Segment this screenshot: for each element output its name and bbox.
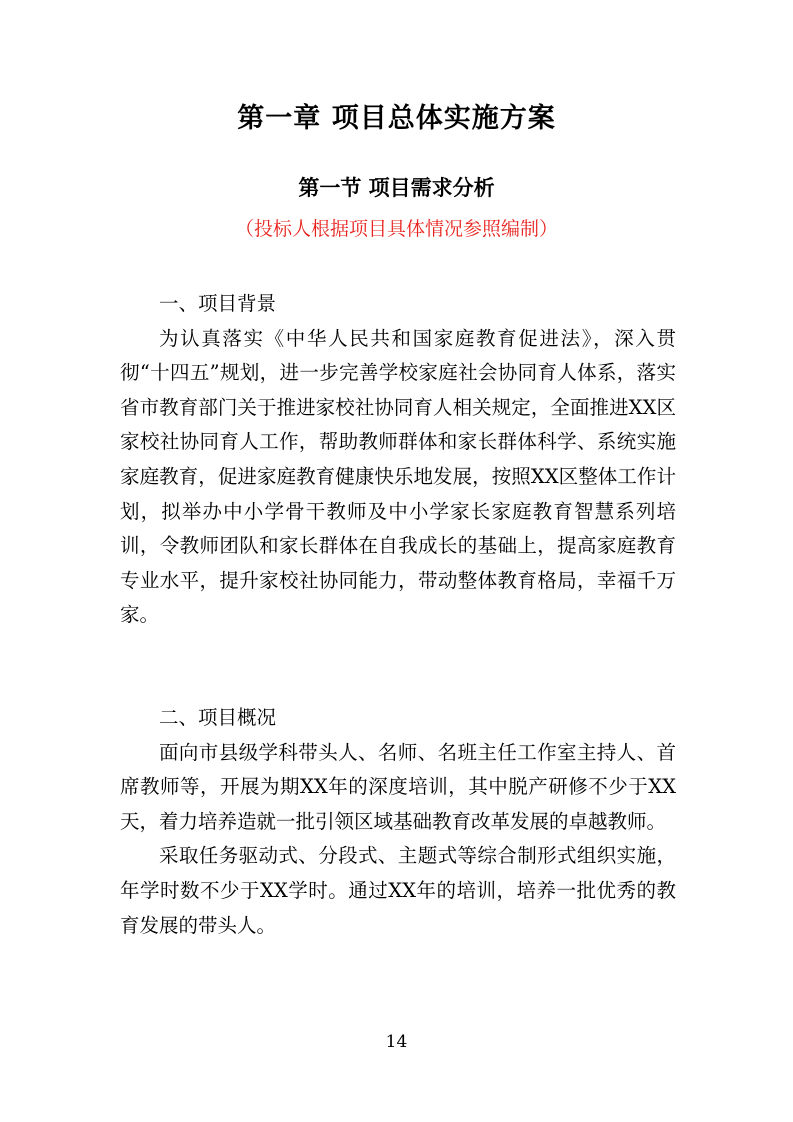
overview-paragraph-2: 采取任务驱动式、分段式、主题式等综合制形式组织实施，年学时数不少于XX学时。通过XX年的培训，培养一批优秀的教育发展的带头人。 [120, 844, 676, 937]
chapter-title: 第一章 项目总体实施方案 [237, 103, 556, 134]
background-section [120, 287, 676, 633]
section-title: 第一节 项目需求分析 [298, 176, 495, 200]
overview-section [120, 701, 676, 943]
page-number: 14 [385, 1032, 408, 1052]
section-note: （投标人根据项目具体情况参照编制） [234, 218, 558, 240]
overview-heading: 二、项目概况 [159, 706, 277, 729]
overview-paragraph-1: 面向市县级学科带头人、名师、名班主任工作室主持人、首席教师等，开展为期XX年的深度培训，其中脱产研修不少于XX天，着力培养造就一批引领区域基础教育改革发展的卓越教师。 [120, 740, 676, 833]
background-paragraph: 为认真落实《中华人民共和国家庭教育促进法》，深入贯彻“十四五”规划，进一步完善学校家庭社会协同育人体系，落实省市教育部门关于推进家校社协同育人相关规定，全面推进XX区家校社协同育人工作，帮助教师群体和家长群体科学、系统实施家庭教育，促进家庭教育健康快乐地发展，按照XX区整体工作计划，拟举办中小学骨干教师及中小学家长家庭教育智慧系列培训，令教师团队和家长群体在自我成长的基础上，提高家庭教育专业水平，提升家校社协同能力，带动整体教育格局，幸福千万家。 [120, 326, 676, 627]
background-heading: 一、项目背景 [159, 292, 277, 315]
